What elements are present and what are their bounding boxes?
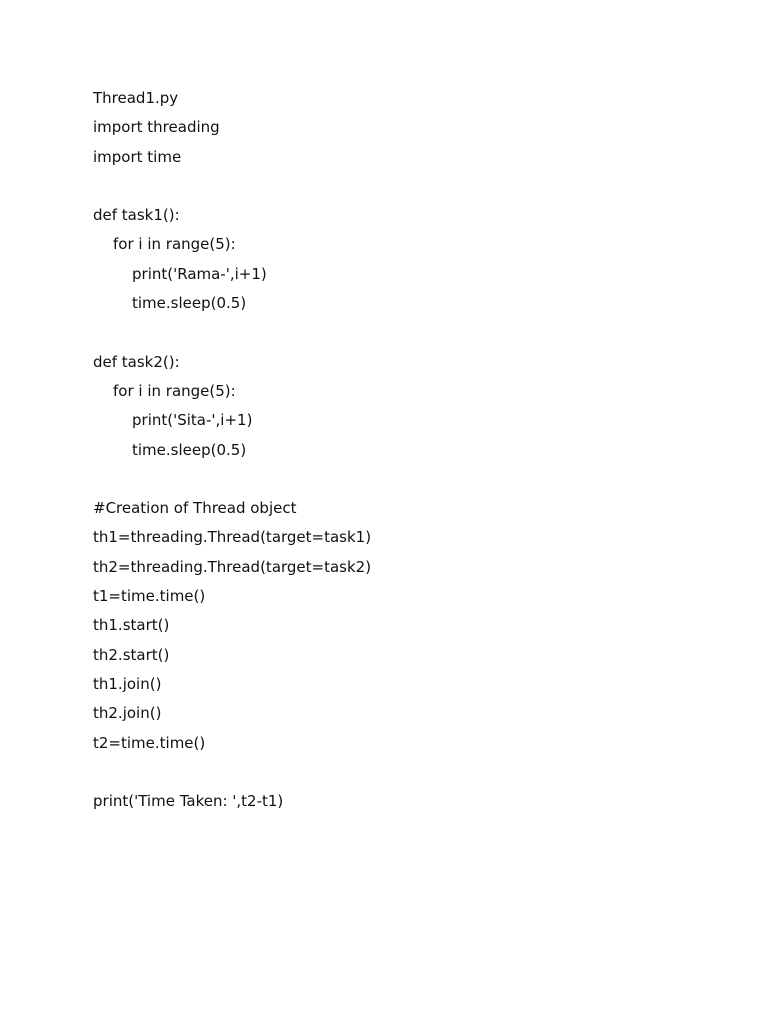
- code-comment: #Creation of Thread object: [93, 499, 297, 518]
- code-line: t2=time.time(): [93, 733, 206, 752]
- code-line: print('Sita-',i+1): [132, 411, 253, 430]
- blank-line: [93, 172, 713, 201]
- file-name: Thread1.py: [93, 89, 179, 107]
- blank-line: [93, 318, 713, 347]
- blank-line: [93, 465, 713, 494]
- code-line: time.sleep(0.5): [132, 440, 247, 459]
- code-line: t1=time.time(): [93, 587, 206, 606]
- code-line: print('Time Taken: ',t2-t1): [93, 792, 284, 811]
- code-line: th1.join(): [93, 674, 162, 693]
- code-line: th2.start(): [93, 645, 170, 664]
- code-line: def task2():: [93, 352, 180, 371]
- code-listing: [93, 84, 713, 816]
- code-line: for i in range(5):: [113, 235, 236, 254]
- code-line: import time: [93, 147, 182, 166]
- code-line: for i in range(5):: [113, 381, 236, 400]
- blank-line: [93, 758, 713, 787]
- code-line: import threading: [93, 118, 220, 137]
- code-line: th2=threading.Thread(target=task2): [93, 557, 372, 576]
- code-line: print('Rama-',i+1): [132, 264, 267, 283]
- code-line: th1=threading.Thread(target=task1): [93, 528, 372, 547]
- code-line: time.sleep(0.5): [132, 294, 247, 313]
- code-line: th2.join(): [93, 704, 162, 723]
- code-line: th1.start(): [93, 616, 170, 635]
- code-line: def task1():: [93, 206, 180, 225]
